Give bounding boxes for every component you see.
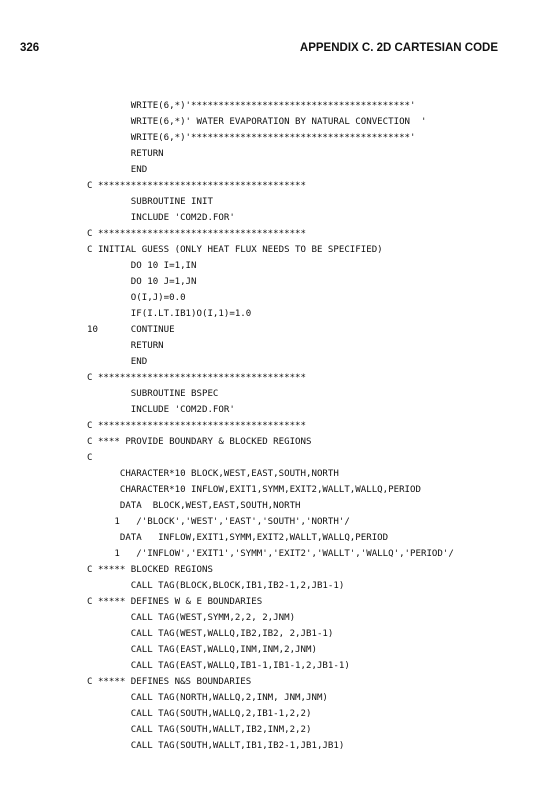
code-line: CALL TAG(WEST,SYMM,2,2, 2,JNM) xyxy=(87,613,296,623)
code-line: END xyxy=(87,357,148,367)
code-line: CALL TAG(NORTH,WALLQ,2,INM, JNM,JNM) xyxy=(87,693,328,703)
code-line: 1 /'INFLOW','EXIT1','SYMM','EXIT2','WALLT','WALLQ','PERIOD'/ xyxy=(87,549,454,559)
code-line: END xyxy=(87,165,148,175)
page-number: 326 xyxy=(20,42,40,54)
code-line: WRITE(6,*)'****************************************' xyxy=(87,101,416,111)
code-line: C ************************************** xyxy=(87,373,306,383)
code-line: CALL TAG(WEST,WALLQ,IB2,IB2, 2,JB1-1) xyxy=(87,629,334,639)
code-line: C ***** BLOCKED REGIONS xyxy=(87,565,213,575)
code-line: 10 CONTINUE xyxy=(87,325,175,335)
code-line: C ************************************** xyxy=(87,181,306,191)
code-line: CALL TAG(BLOCK,BLOCK,IB1,IB2-1,2,JB1-1) xyxy=(87,581,345,591)
code-line: C **** PROVIDE BOUNDARY & BLOCKED REGIONS xyxy=(87,437,312,447)
running-head: APPENDIX C. 2D CARTESIAN CODE xyxy=(299,42,498,54)
code-line: DO 10 J=1,JN xyxy=(87,277,197,287)
code-line: INCLUDE 'COM2D.FOR' xyxy=(87,405,235,415)
code-line: WRITE(6,*)'****************************************' xyxy=(87,133,416,143)
code-line: CALL TAG(SOUTH,WALLQ,2,IB1-1,2,2) xyxy=(87,709,312,719)
code-line: INCLUDE 'COM2D.FOR' xyxy=(87,213,235,223)
code-line: CHARACTER*10 BLOCK,WEST,EAST,SOUTH,NORTH xyxy=(87,469,339,479)
code-line: C ***** DEFINES N&S BOUNDARIES xyxy=(87,677,252,687)
code-line: DATA INFLOW,EXIT1,SYMM,EXIT2,WALLT,WALLQ,PERIOD xyxy=(87,533,389,543)
code-line: IF(I.LT.IB1)O(I,1)=1.0 xyxy=(87,309,252,319)
code-line: CALL TAG(EAST,WALLQ,IB1-1,IB1-1,2,JB1-1) xyxy=(87,661,350,671)
code-line: C INITIAL GUESS (ONLY HEAT FLUX NEEDS TO BE SPECIFIED) xyxy=(87,245,383,255)
code-line: WRITE(6,*)' WATER EVAPORATION BY NATURAL CONVECTION ' xyxy=(87,117,427,127)
code-line: DO 10 I=1,IN xyxy=(87,261,197,271)
code-line: CHARACTER*10 INFLOW,EXIT1,SYMM,EXIT2,WALLT,WALLQ,PERIOD xyxy=(87,485,421,495)
code-line: C ************************************** xyxy=(87,229,306,239)
page-header xyxy=(20,42,498,58)
code-line: RETURN xyxy=(87,149,164,159)
code-line: SUBROUTINE INIT xyxy=(87,197,213,207)
code-line: DATA BLOCK,WEST,EAST,SOUTH,NORTH xyxy=(87,501,301,511)
code-line: O(I,J)=0.0 xyxy=(87,293,186,303)
code-line: SUBROUTINE BSPEC xyxy=(87,389,219,399)
code-line: C ************************************** xyxy=(87,421,306,431)
code-line: RETURN xyxy=(87,341,164,351)
code-listing xyxy=(87,98,454,754)
code-line: CALL TAG(SOUTH,WALLT,IB2,INM,2,2) xyxy=(87,725,312,735)
code-line: CALL TAG(EAST,WALLQ,INM,INM,2,JNM) xyxy=(87,645,317,655)
code-line: C ***** DEFINES W & E BOUNDARIES xyxy=(87,597,263,607)
code-line: 1 /'BLOCK','WEST','EAST','SOUTH','NORTH'/ xyxy=(87,517,350,527)
code-line: C xyxy=(87,453,93,463)
code-line: CALL TAG(SOUTH,WALLT,IB1,IB2-1,JB1,JB1) xyxy=(87,741,345,751)
